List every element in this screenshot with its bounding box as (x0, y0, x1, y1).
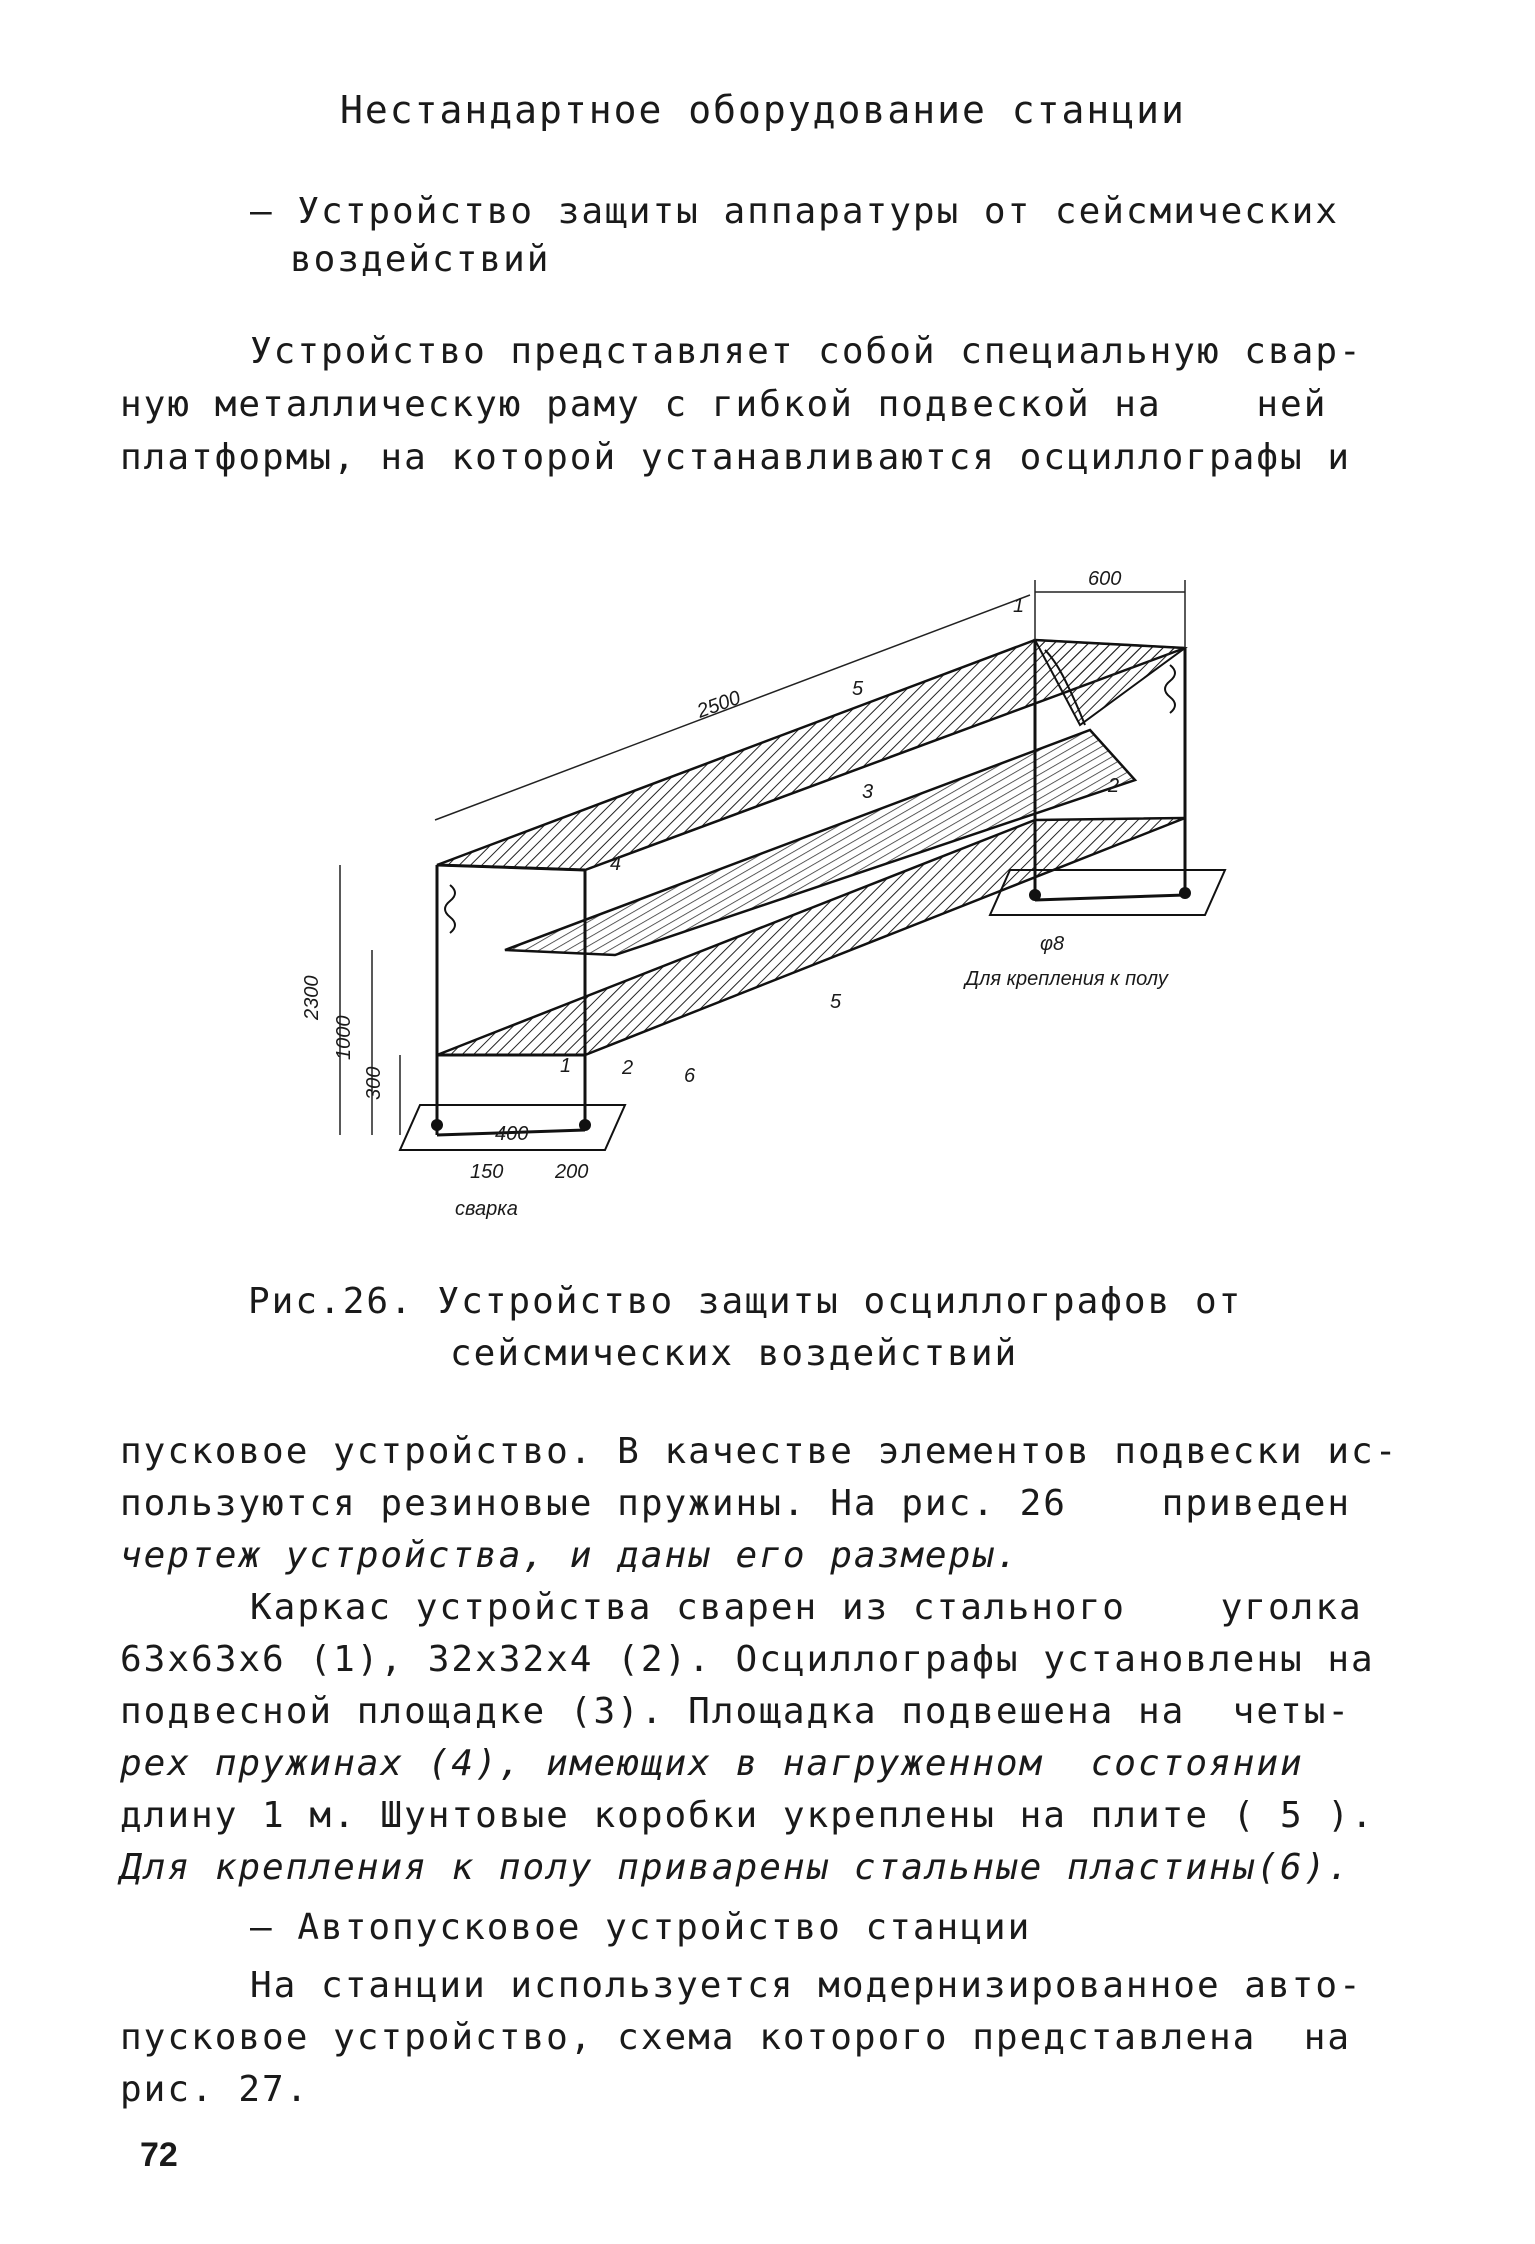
part-label: 5 (852, 678, 864, 700)
dim-length: 2500 (694, 686, 744, 723)
figure-caption-cont: сейсмических воздействий (450, 1333, 1019, 1374)
paragraph-line: рех пружинах (4), имеющих в нагруженном состоянии (120, 1743, 1304, 1784)
subsection-heading: – Автопусковое устройство станции (250, 1907, 1032, 1948)
part-label: 6 (684, 1065, 696, 1087)
paragraph-line: На станции используется модернизированное авто- (250, 1965, 1363, 2006)
dim-width: 600 (1088, 568, 1122, 590)
paragraph-line: длину 1 м. Шунтовые коробки укреплены на плите ( 5 ). (120, 1795, 1375, 1836)
paragraph-line: подвесной площадке (3). Площадка подвешена на четы- (120, 1691, 1352, 1732)
paragraph-line: пусковое устройство. В качестве элементов подвески ис- (120, 1431, 1399, 1472)
floor-fix-note: Для крепления к полу (965, 968, 1168, 990)
dim-base-2: 150 (470, 1161, 504, 1183)
paragraph-line: пусковое устройство, схема которого представлена на (120, 2017, 1352, 2058)
figure-caption: Рис.26. Устройство защиты осциллографов от (248, 1281, 1243, 1322)
paragraph-line: рис. 27. (120, 2069, 310, 2110)
right-end-plate (1035, 640, 1185, 725)
subsection-heading: – Устройство защиты аппаратуры от сейсмических (250, 191, 1339, 232)
dim-base-3: 200 (555, 1161, 589, 1183)
paragraph-line: Устройство представляет собой специальную свар- (250, 331, 1363, 372)
part-label: 1 (560, 1055, 572, 1077)
page-number: 72 (140, 2136, 178, 2174)
part-label: 3 (862, 781, 874, 803)
dim-height-low: 300 (363, 1066, 385, 1100)
dim-base-1: 400 (495, 1123, 529, 1145)
dim-hole: φ8 (1040, 933, 1065, 955)
paragraph-line: чертеж устройства, и даны его размеры. (120, 1535, 1020, 1576)
section-title: Нестандартное оборудование станции (340, 88, 1186, 132)
paragraph-line: платформы, на которой устанавливаются осциллографы и (120, 437, 1352, 478)
subsection-heading-cont: воздействий (290, 239, 551, 280)
paragraph-line: пользуются резиновые пружины. На рис. 26 приведен (120, 1483, 1352, 1524)
paragraph-line: Для крепления к полу приварены стальные пластины(6). (120, 1847, 1352, 1888)
part-label: 4 (610, 853, 622, 875)
part-label: 5 (830, 991, 842, 1013)
dim-height-total: 2300 (301, 975, 323, 1020)
part-label: 1 (1013, 595, 1025, 617)
paragraph-line: 63х63х6 (1), 32х32х4 (2). Осциллографы установлены на (120, 1639, 1375, 1680)
weld-note: сварка (455, 1198, 518, 1220)
dim-height-mid: 1000 (333, 1015, 355, 1060)
paragraph-line: ную металлическую раму с гибкой подвеской на ней (120, 384, 1328, 425)
part-label: 2 (622, 1057, 634, 1079)
paragraph-line: Каркас устройства сварен из стального уголка (250, 1587, 1363, 1628)
part-label: 2 (1108, 775, 1120, 797)
